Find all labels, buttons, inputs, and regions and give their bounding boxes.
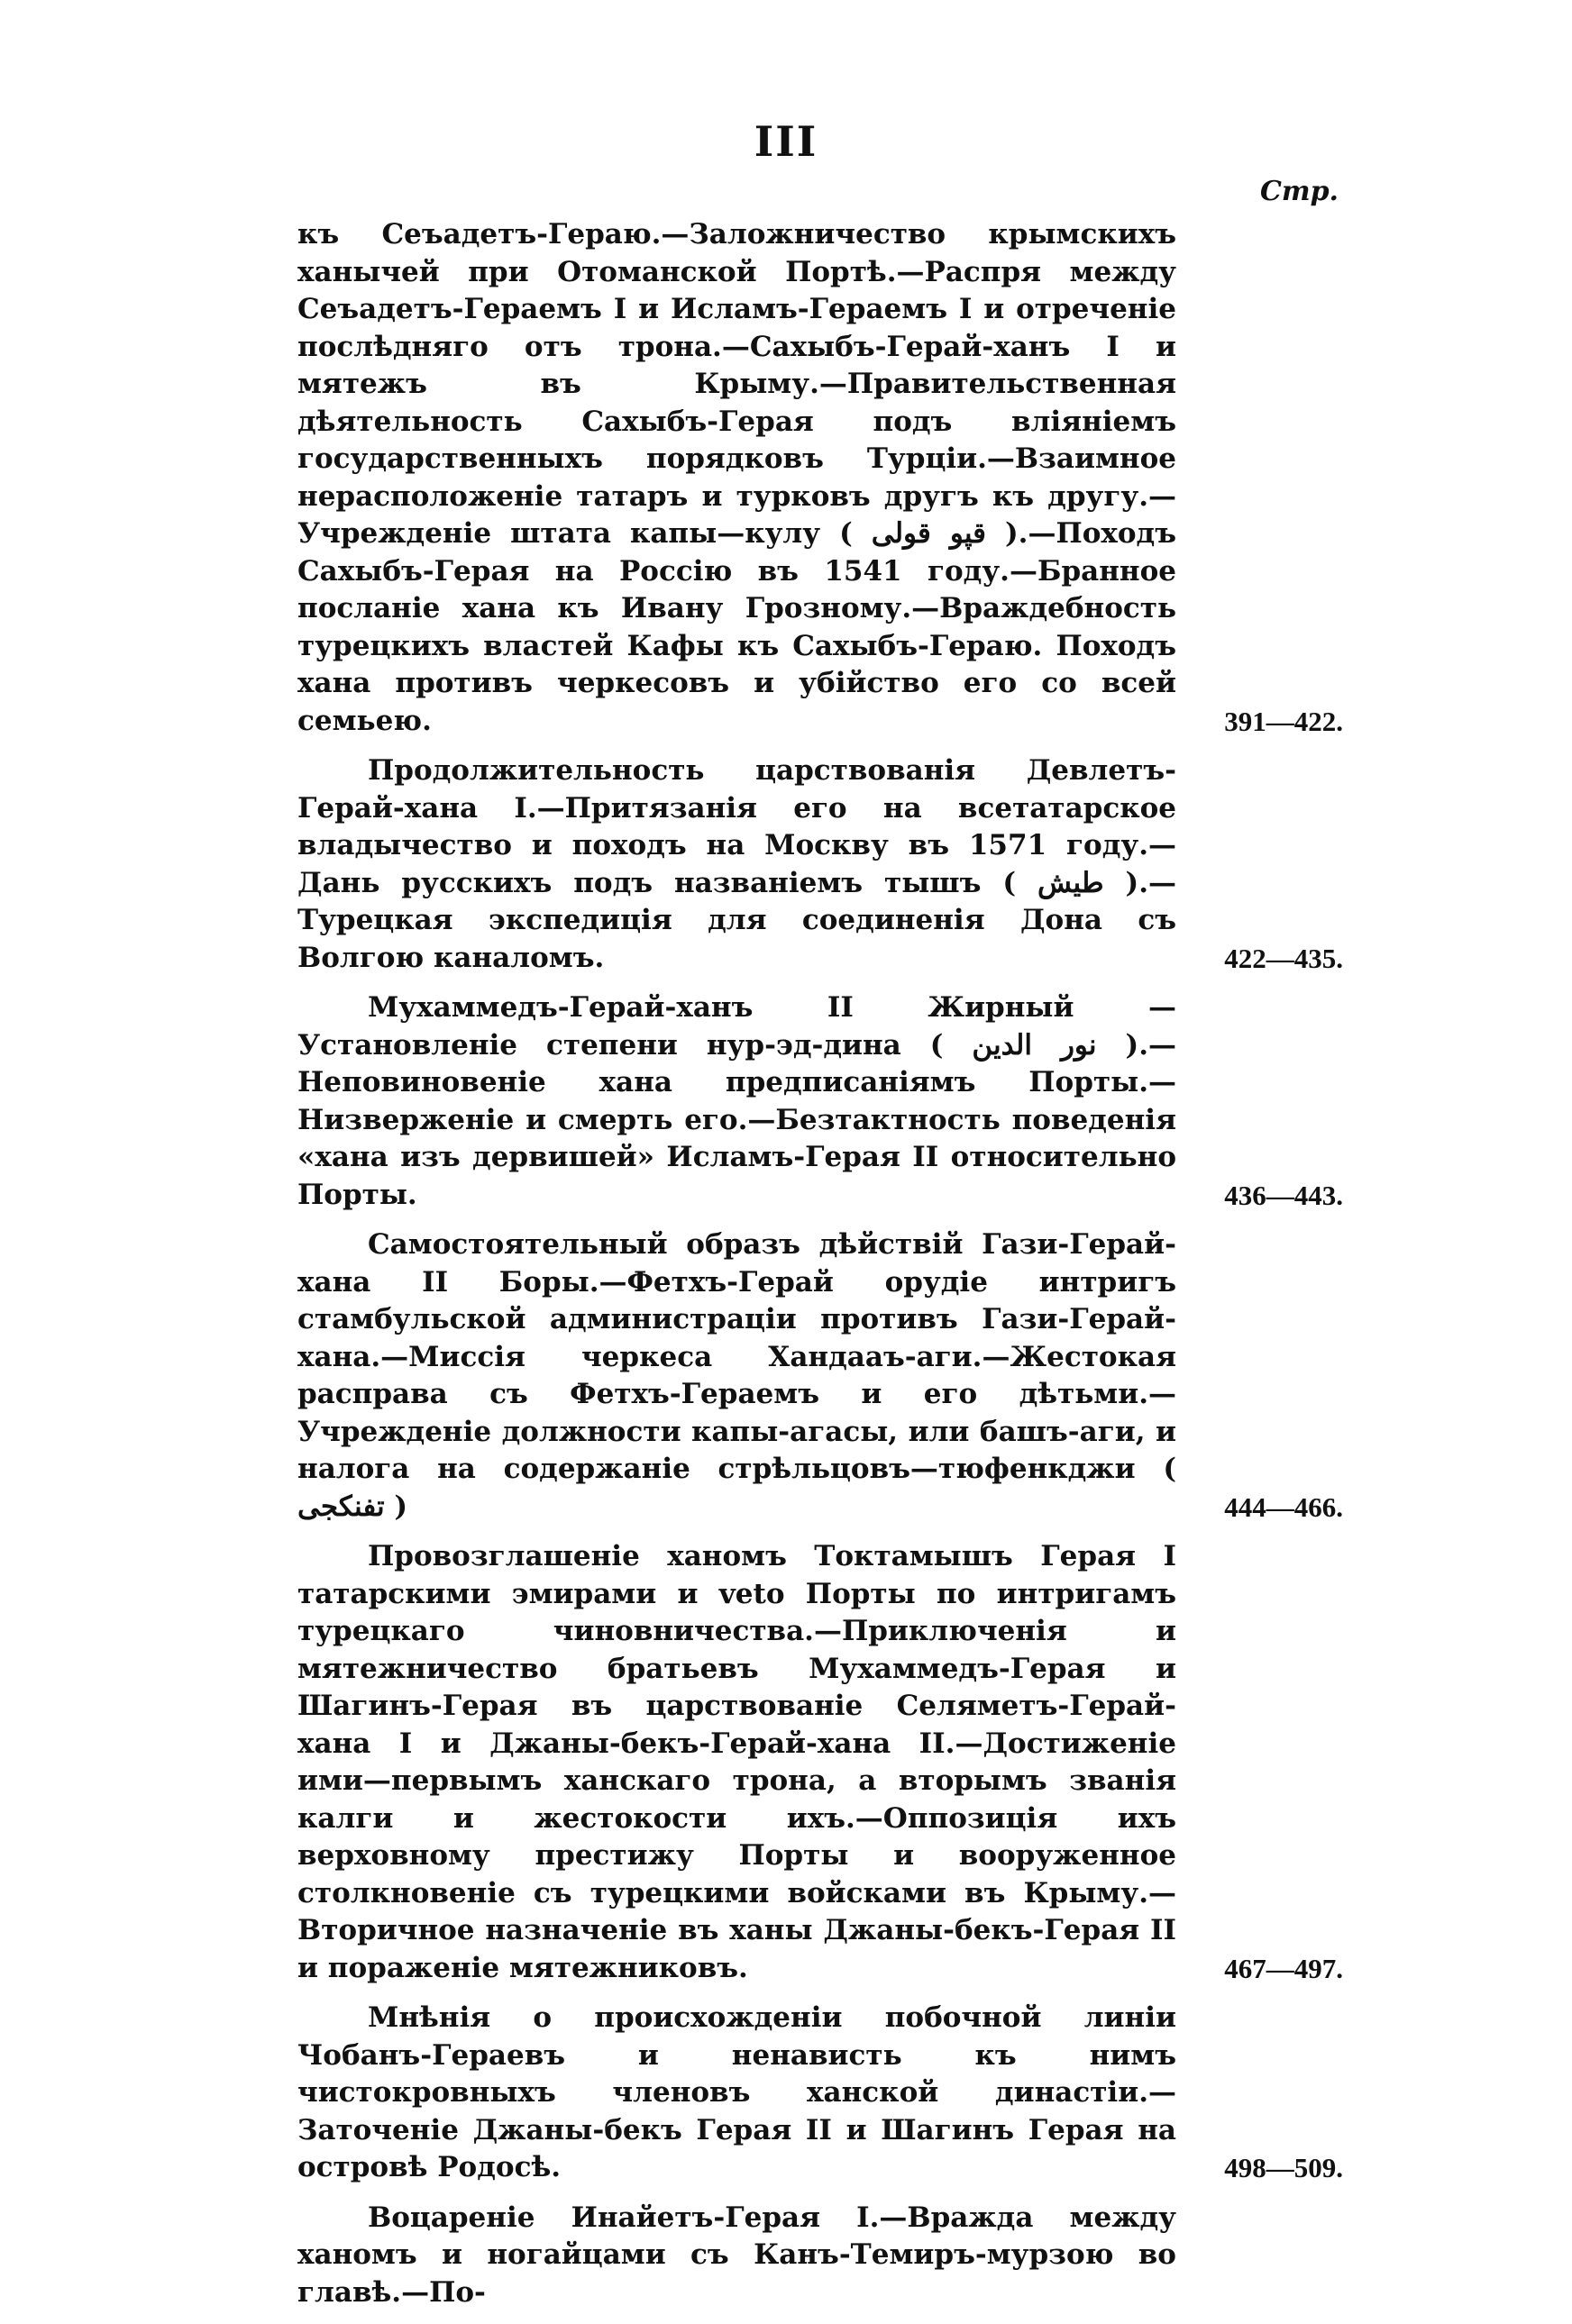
toc-entry-pages: 422—435. [1224,942,1343,974]
toc-entry [297,216,1343,740]
toc-entry-text: Мнѣнія о происхожденіи побочной линіи Чобанъ-Гераевъ и ненависть къ нимъ чистокровныхъ членовъ ханской династіи.—Заточеніе Джаны-бекъ Герая II и Шагинъ Герая на островѣ Родосѣ. [297,2001,1176,2183]
pages-column-header: Стр. [1259,176,1339,207]
toc-entry-text: Самостоятельный образъ дѣйствій Гази-Герай-хана II Боры.—Фетхъ-Герай орудіе интригъ стамбульской администраціи противъ Гази-Герай-хана.—Миссія черкеса Хандааъ-аги.—Жестокая расправа съ Фетхъ-Гераемъ и его дѣтьми.—Учрежденіе должности капы-агасы, или башъ-аги, и налога на содержаніе стрѣльцовъ—тюфенкджи ( تفنكجى ) [297,1228,1176,1523]
toc-entry-text: Воцареніе Инайетъ-Герая I.—Вражда между ханомъ и ногайцами съ Канъ-Темиръ-мурзою во главѣ.—По- [297,2201,1176,2309]
toc-entry-pages: 498—509. [1224,2152,1343,2183]
toc-entry-text: къ Сеъадетъ-Гераю.—Заложничество крымскихъ ханычей при Отоманской Портѣ.—Распря между Сеъадетъ-Гераемъ I и Исламъ-Гераемъ I и отреченіе послѣдняго отъ трона.—Сахыбъ-Герай-ханъ I и мятежъ въ Крыму.—Правительственная дѣятельность Сахыбъ-Герая подъ вліяніемъ государственныхъ порядковъ Турціи.—Взаимное нерасположеніе татаръ и турковъ другъ къ другу.—Учрежденіе штата капы—кулу ( قپو قولى ).—Походъ Сахыбъ-Герая на Россію въ 1541 году.—Бранное посланіе хана къ Ивану Грозному.—Враждебность турецкихъ властей Кафы къ Сахыбъ-Гераю. Походъ хана противъ черкесовъ и убійство его со всей семьею. [297,218,1176,737]
toc-entry [297,752,1343,977]
toc-entry [297,1226,1343,1526]
table-of-contents [297,216,1343,2324]
page-number: III [754,117,818,166]
toc-entry [297,2200,1343,2312]
toc-entry-pages: 467—497. [1224,1952,1343,1984]
toc-entry [297,989,1343,1214]
toc-entry [297,2000,1343,2187]
toc-entry-pages: 391—422. [1224,705,1343,737]
toc-entry [297,1538,1343,1987]
toc-entry-pages: 444—466. [1224,1490,1343,1523]
toc-entry-pages: 436—443. [1224,1179,1343,1211]
toc-entry-text: Продолжительность царствованія Девлетъ-Герай-хана I.—Притязанія его на всетатарское владычество и походъ на Москву въ 1571 году.—Дань русскихъ подъ названіемъ тышъ ( طيش ).—Турецкая экспедиція для соединенія Дона съ Волгою каналомъ. [297,754,1176,974]
toc-entry-text: Провозглашеніе ханомъ Токтамышъ Герая I татарскими эмирами и veto Порты по интригамъ турецкаго чиновничества.—Приключенія и мятежничество братьевъ Мухаммедъ-Герая и Шагинъ-Герая въ царствованіе Селяметъ-Герай-хана I и Джаны-бекъ-Герай-хана II.—Достиженіе ими—первымъ ханскаго трона, а вторымъ званія калги и жестокости ихъ.—Оппозиція ихъ верховному престижу Порты и вооруженное столкновеніе съ турецкими войсками въ Крыму.—Вторичное назначеніе въ ханы Джаны-бекъ-Герая II и пораженіе мятежниковъ. [297,1540,1176,1984]
toc-entry-text: Мухаммедъ-Герай-ханъ II Жирный —Установленіе степени нур-эд-дина ( نور الدين ).—Неповиновеніе хана предписаніямъ Порты.—Низверженіе и смерть его.—Безтактность поведенія «хана изъ дервишей» Исламъ-Герая II относительно Порты. [297,991,1176,1211]
